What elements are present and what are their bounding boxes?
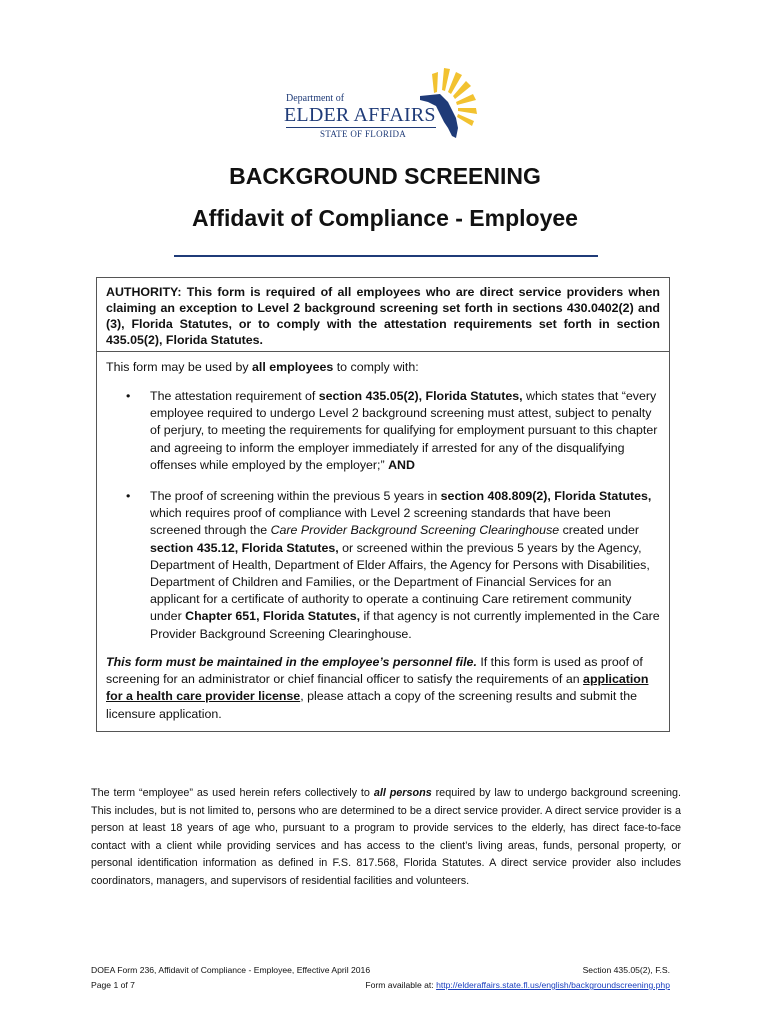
bullet-attestation: • The attestation requirement of section 435.05(2), Florida Statutes, which states that “every employee required to undergo Level 2 background screening must attest, subject to penalty of perjury, to meeting the requirements for qualifying for employment pursuant to this chapter and agreeing to inform the employer immediately if arrested for any of the disqualifying offenses while employed by the employer;” AND [126, 389, 658, 472]
bullet-proof-of-screening: • The proof of screening within the previous 5 years in section 408.809(2), Florida Statutes, which requires proof of compliance with Level 2 screening standards that have been screened through the Care Provider Background Screening Clearinghouse created under section 435.12, Florida Statutes, or screened within the previous 5 years by the Agency, Department of Health, Department of Elder Affairs, the Agency for Persons with Disabilities, Department of Children and Families, or the Department of Financial Services for an applicant for a certificate of authority to operate a continuing Care retirement community under Chapter 651, Florida Statutes, if that agency is not currently implemented in the Care Provider Background Screening Clearinghouse. [126, 489, 660, 641]
employee-definition: The term “employee” as used herein refers collectively to all persons required by law to undergo background screening. This includes, but is not limited to, persons who are determined to be a direct service provider. A direct service provider is a person at least 18 years of age who, pursuant to a program to provide services to the elderly, has direct face-to-face contact with a client while providing services and has access to the client’s living areas, funds, personal property, or personal identification information as defined in F.S. 817.568, Florida Statutes. A direct service provider also includes coordinators, managers, and supervisors of residential facilities and volunteers. [91, 787, 681, 887]
page-subtitle: Affidavit of Compliance - Employee [192, 205, 578, 231]
personnel-file-note: This form must be maintained in the employee’s personnel file. If this form is used as proof of screening for an administrator or chief financial officer to satisfy the requirements of an application for a health care provider license, please attach a copy of the screening results and submit the licensure application. [106, 655, 649, 721]
authority-statement: AUTHORITY: This form is required of all employees who are direct service providers when claiming an exception to Level 2 background screening set forth in sections 430.0402(2) and (3), Florida Statutes, or to comply with the attestation requirements set forth in section 435.05(2), Florida Statutes. [97, 278, 669, 352]
footer-page-number: Page 1 of 7 [91, 980, 135, 990]
footer-availability: Form available at: http://elderaffairs.state.fl.us/english/backgroundscreening.php [365, 980, 670, 990]
title-divider [174, 255, 598, 257]
page-title: BACKGROUND SCREENING [229, 163, 541, 189]
logo-rule [286, 127, 436, 128]
bullet-dot-icon: • [126, 389, 131, 403]
logo-state: STATE OF FLORIDA [320, 129, 407, 139]
logo-department: Department of [286, 93, 345, 104]
intro-text: This form may be used by all employees to comply with: [106, 360, 419, 374]
florida-sun-icon [418, 66, 488, 146]
footer-url-link[interactable]: http://elderaffairs.state.fl.us/english/backgroundscreening.php [436, 980, 670, 990]
bullet-dot-icon: • [126, 489, 131, 503]
form-box [96, 277, 670, 732]
footer-section: Section 435.05(2), F.S. [582, 965, 670, 975]
logo-name: ELDER AFFAIRS [284, 104, 436, 126]
doea-logo [280, 66, 500, 156]
footer-form-info: DOEA Form 236, Affidavit of Compliance - Employee, Effective April 2016 [91, 965, 371, 975]
